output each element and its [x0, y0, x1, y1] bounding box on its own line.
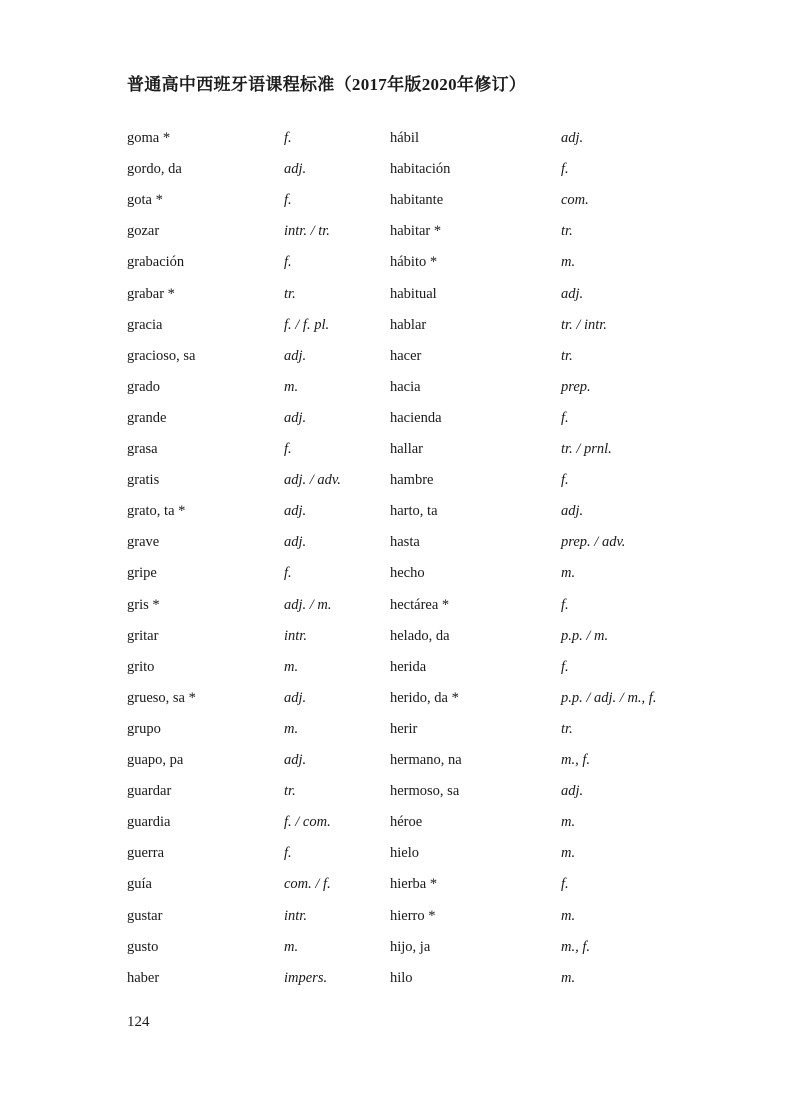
right-word: héroe: [390, 814, 423, 831]
left-part-of-speech: intr.: [284, 627, 307, 644]
right-part-of-speech: prep.: [561, 378, 591, 395]
vocab-row: [127, 501, 747, 532]
vocab-row: [127, 252, 747, 283]
left-word: guerra: [127, 845, 165, 862]
right-word: hasta: [390, 534, 420, 551]
left-word: guardia: [127, 814, 171, 831]
vocab-row: [127, 874, 747, 905]
left-part-of-speech: com. / f.: [284, 876, 331, 893]
right-part-of-speech: tr.: [561, 720, 573, 737]
right-word: hábito *: [390, 254, 438, 271]
vocab-row: [127, 906, 747, 937]
right-part-of-speech: f.: [561, 876, 569, 893]
right-word: hablar: [390, 316, 427, 333]
right-part-of-speech: adj.: [561, 130, 584, 146]
left-word: gozar: [127, 223, 160, 240]
vocab-row: [127, 315, 747, 346]
vocab-row: [127, 284, 747, 315]
left-word: gota *: [127, 192, 163, 209]
right-part-of-speech: m.: [561, 565, 576, 582]
left-word: grave: [127, 534, 160, 551]
vocab-row: [127, 937, 747, 968]
right-part-of-speech: tr.: [561, 347, 573, 364]
right-part-of-speech: m.: [561, 907, 576, 924]
right-word: habitual: [390, 285, 437, 302]
right-part-of-speech: adj.: [561, 783, 584, 800]
left-part-of-speech: adj.: [284, 534, 307, 551]
right-word: hermano, na: [390, 752, 462, 768]
right-word: habitar *: [390, 223, 442, 240]
left-part-of-speech: adj. / adv.: [284, 472, 341, 489]
right-word: habitación: [390, 161, 451, 178]
left-part-of-speech: adj.: [284, 752, 307, 768]
vocab-row: [127, 470, 747, 501]
right-word: herido, da *: [390, 689, 459, 706]
left-part-of-speech: tr.: [284, 783, 296, 800]
left-part-of-speech: intr. / tr.: [284, 223, 330, 240]
right-part-of-speech: m., f.: [561, 752, 590, 768]
right-word: hierba *: [390, 876, 438, 893]
left-part-of-speech: f.: [284, 130, 292, 146]
left-word: gris *: [127, 596, 160, 613]
right-part-of-speech: m., f.: [561, 938, 590, 955]
vocab-row: [127, 221, 747, 252]
right-word: hacienda: [390, 409, 442, 426]
right-part-of-speech: prep. / adv.: [561, 534, 626, 551]
left-part-of-speech: intr.: [284, 907, 307, 924]
left-word: gustar: [127, 907, 163, 924]
right-word: hermoso, sa: [390, 783, 460, 800]
vocabulary-list: [127, 128, 747, 998]
right-part-of-speech: f.: [561, 658, 569, 675]
right-part-of-speech: p.p. / m.: [561, 627, 609, 644]
vocab-row: [127, 750, 747, 781]
left-word: haber: [127, 969, 160, 986]
vocab-row: [127, 843, 747, 874]
right-word: helado, da: [390, 627, 450, 644]
left-word: gratis: [127, 472, 160, 489]
right-part-of-speech: m.: [561, 969, 576, 986]
right-part-of-speech: adj.: [561, 285, 584, 302]
page-header-title: 普通高中西班牙语课程标准（2017年版2020年修订）: [127, 75, 527, 94]
right-word: hacer: [390, 347, 422, 364]
left-part-of-speech: f.: [284, 441, 292, 457]
left-word: guapo, pa: [127, 752, 184, 768]
vocab-row: [127, 159, 747, 190]
left-part-of-speech: f.: [284, 845, 292, 862]
left-word: gordo, da: [127, 161, 182, 178]
vocab-row: [127, 346, 747, 377]
left-word: grato, ta *: [127, 503, 186, 520]
vocab-row: [127, 812, 747, 843]
left-word: grueso, sa *: [127, 689, 196, 706]
left-part-of-speech: adj.: [284, 689, 307, 706]
right-word: herir: [390, 720, 418, 737]
right-part-of-speech: f.: [561, 161, 569, 178]
left-part-of-speech: adj.: [284, 503, 307, 520]
vocab-row: [127, 377, 747, 408]
left-part-of-speech: f. / f. pl.: [284, 316, 330, 333]
right-word: hambre: [390, 472, 434, 489]
left-word: grande: [127, 409, 167, 426]
left-part-of-speech: adj. / m.: [284, 596, 332, 613]
right-word: hijo, ja: [390, 938, 431, 955]
right-word: hierro *: [390, 907, 436, 924]
left-word: gracioso, sa: [127, 347, 196, 364]
left-part-of-speech: adj.: [284, 347, 307, 364]
vocab-row: [127, 408, 747, 439]
right-word: habitante: [390, 192, 444, 209]
right-word: hacia: [390, 378, 421, 395]
vocab-row: [127, 657, 747, 688]
left-word: gripe: [127, 565, 157, 582]
left-word: goma *: [127, 130, 171, 146]
left-word: grado: [127, 378, 161, 395]
vocab-row: [127, 190, 747, 221]
vocab-row: [127, 532, 747, 563]
left-part-of-speech: m.: [284, 658, 299, 675]
left-part-of-speech: f.: [284, 254, 292, 271]
left-part-of-speech: f.: [284, 192, 292, 209]
vocab-row: [127, 968, 747, 999]
vocab-row: [127, 563, 747, 594]
right-word: hábil: [390, 130, 419, 146]
left-word: grabación: [127, 254, 185, 271]
right-word: hielo: [390, 845, 419, 862]
vocab-row: [127, 128, 747, 159]
right-part-of-speech: p.p. / adj. / m., f.: [561, 689, 657, 706]
left-part-of-speech: adj.: [284, 161, 307, 178]
right-part-of-speech: m.: [561, 845, 576, 862]
left-word: gracia: [127, 316, 163, 333]
left-word: guardar: [127, 783, 172, 800]
left-word: gusto: [127, 938, 159, 955]
vocab-row: [127, 595, 747, 626]
left-part-of-speech: impers.: [284, 969, 328, 986]
left-part-of-speech: m.: [284, 720, 299, 737]
vocab-row: [127, 439, 747, 470]
left-word: guía: [127, 876, 152, 893]
right-part-of-speech: f.: [561, 596, 569, 613]
right-part-of-speech: com.: [561, 192, 589, 209]
left-part-of-speech: tr.: [284, 285, 296, 302]
right-part-of-speech: m.: [561, 254, 576, 271]
right-part-of-speech: m.: [561, 814, 576, 831]
right-word: hilo: [390, 969, 413, 986]
left-part-of-speech: adj.: [284, 409, 307, 426]
left-word: grupo: [127, 720, 161, 737]
left-word: grabar *: [127, 285, 175, 302]
right-word: hallar: [390, 441, 424, 457]
right-part-of-speech: adj.: [561, 503, 584, 520]
right-word: hecho: [390, 565, 425, 582]
right-word: herida: [390, 658, 427, 675]
right-part-of-speech: tr. / intr.: [561, 316, 607, 333]
vocab-row: [127, 781, 747, 812]
vocab-row: [127, 719, 747, 750]
vocab-row: [127, 626, 747, 657]
right-word: harto, ta: [390, 503, 438, 520]
left-part-of-speech: m.: [284, 938, 299, 955]
right-part-of-speech: tr.: [561, 223, 573, 240]
left-part-of-speech: m.: [284, 378, 299, 395]
page-number: 124: [127, 1014, 150, 1030]
left-word: grito: [127, 658, 155, 675]
right-part-of-speech: tr. / prnl.: [561, 441, 612, 457]
left-word: grasa: [127, 441, 158, 457]
right-part-of-speech: f.: [561, 409, 569, 426]
left-part-of-speech: f.: [284, 565, 292, 582]
right-word: hectárea *: [390, 596, 450, 613]
vocab-row: [127, 688, 747, 719]
left-word: gritar: [127, 627, 159, 644]
left-part-of-speech: f. / com.: [284, 814, 331, 831]
right-part-of-speech: f.: [561, 472, 569, 489]
